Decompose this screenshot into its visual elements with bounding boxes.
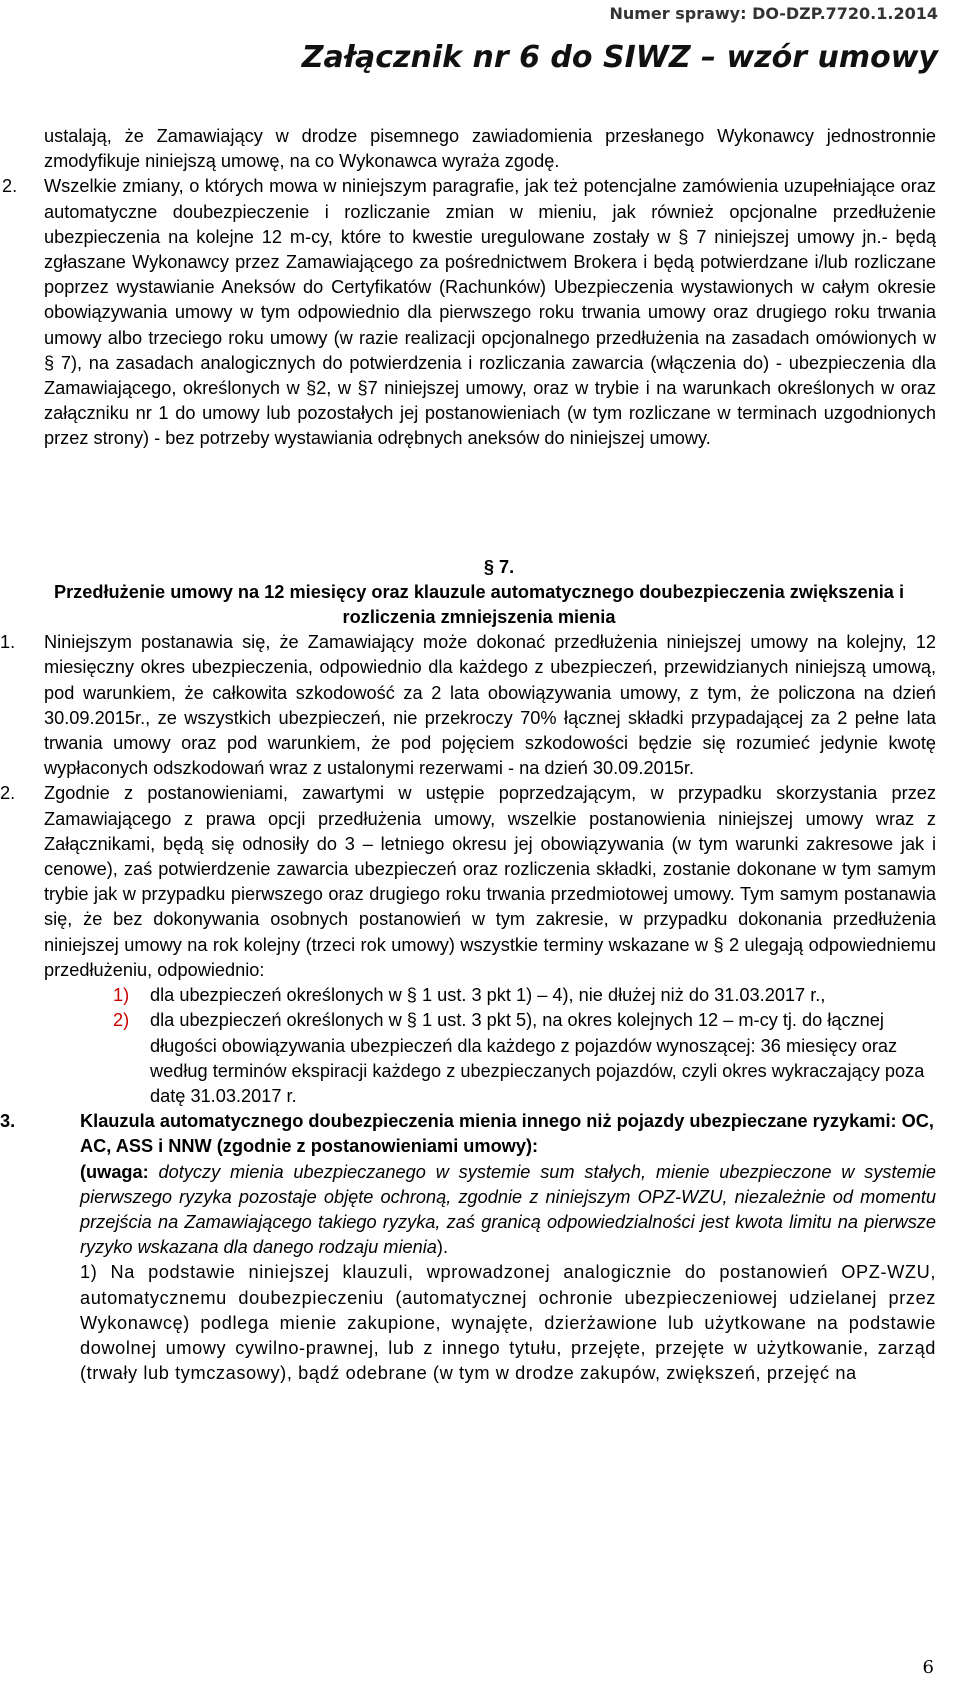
section-spacer [0, 452, 960, 555]
item-1-text: Niniejszym postanawia się, że Zamawiający może dokonać przedłużenia niniejszej umowy na kolejny, 12 miesięczny okres ubezpieczenia, odpowiednio dla każdego z ubezpieczeń, przewidzianych niniejszą umową, pod warunkiem, że całkowita szkodowość za 2 lata obowiązywania umowy, z tym, że policzona na dzień 30.09.2015r., ze wszystkich ubezpieczeń, nie przekroczy 70% łącznej składki przypadającej za 2 pełne lata trwania umowy oraz pod warunkiem, że pod pojęciem szkodowości będzie się rozumieć jedynie kwotę wypłaconych odszkodowań wraz z ustalonymi rezerwami - na dzień 30.09.2015r. [44, 632, 936, 779]
subitem-2-text: dla ubezpieczeń określonych w § 1 ust. 3 pkt 5), na okres kolejnych 12 – m-cy tj. do łącznej długości obowiązywania ubezpieczeń dla każdego z pojazdów wynoszącej: 36 miesięcy oraz według terminów ekspiracji każdego z ubezpieczanych pojazdów, czyli okres wykraczający poza datę 31.03.2017 r. [150, 1010, 925, 1106]
item-3-number: 3. [0, 1111, 16, 1132]
item-2 [0, 781, 936, 983]
item-3-note-text: dotyczy mienia ubezpieczanego w systemie sum stałych, mienie ubezpieczone w systemie pierwszego ryzyka pozostaje objęte ochroną, zgodnie z niniejszym OPZ-WZU, niezależnie od momentu przejścia na Zamawiającego takiego ryzyka, zaś granicą odpowiedzialności jest kwota limitu na pierwsze ryzyko wskazana dla danego rodzaju mienia [80, 1161, 936, 1258]
section-number: § 7. [483, 556, 515, 577]
intro-item-2 [2, 174, 936, 451]
item-3-note [80, 1160, 936, 1261]
item-2-subitem-2 [113, 1008, 936, 1109]
item-3-note-close: ). [436, 1237, 449, 1258]
item-1 [0, 630, 936, 781]
intro-item-2-number: 2. [2, 176, 18, 197]
page-number: 6 [922, 1657, 934, 1678]
subitem-1-text: dla ubezpieczeń określonych w § 1 ust. 3 pkt 1) – 4), nie dłużej niż do 31.03.2017 r., [150, 985, 826, 1006]
item-3 [0, 1109, 936, 1386]
attachment-title: Załącznik nr 6 do SIWZ – wzór umowy [301, 40, 938, 75]
intro-continuation: ustalają, że Zamawiający w drodze pisemnego zawiadomienia przesłanego Wykonawcy jednostronnie zmodyfikuje niniejszą umowę, na co Wykonawca wyraża zgodę. [44, 126, 936, 172]
document-body [0, 124, 960, 1386]
item-3-note-open: (uwaga: [80, 1161, 149, 1182]
case-number: Numer sprawy: DO-DZP.7720.1.2014 [609, 4, 938, 23]
item-2-number: 2. [0, 783, 16, 804]
subitem-2-number: 2) [113, 1010, 130, 1031]
section-heading [22, 555, 936, 631]
item-2-subitem-1 [113, 983, 936, 1008]
item-3-heading: Klauzula automatycznego doubezpieczenia mienia innego niż pojazdy ubezpieczane ryzykami: OC, AC, ASS i NNW (zgodnie z postanowieniami umowy): [80, 1111, 934, 1157]
item-1-number: 1. [0, 632, 16, 653]
subitem-1-number: 1) [113, 985, 130, 1006]
item-2-text: Zgodnie z postanowieniami, zawartymi w ustępie poprzedzającym, w przypadku skorzystania przez Zamawiającego z prawa opcji przedłużenia umowy, wszelkie postanowienia niniejszej umowy wraz z Załącznikami, będą się odnosiły do 3 – letniego okresu jej obowiązywania (w tym warunki zakresowe jak i cenowe), zaś potwierdzenie zawarcia ubezpieczeń oraz rozliczenia składki, zostanie dokonane w tym samym trybie jak w przypadku pierwszego oraz drugiego roku trwania przedmiotowej umowy. Tym samym postanawia się, że bez dokonywania osobnych postanowień w tym zakresie, w przypadku dokonania przedłużenia niniejszej umowy na rok kolejny (trzeci rok umowy) wszystkie terminy wskazane w § 2 ulegają odpowiedniemu przedłużeniu, odpowiednio: [44, 783, 936, 980]
item-3-point-1: 1) Na podstawie niniejszej klauzuli, wprowadzonej analogicznie do postanowień OPZ-WZU, automatycznemu doubezpieczeniu (automatycznej ochronie ubezpieczeniowej udzielanej przez Wykonawcę) podlega mienie zakupione, wynajęte, dzierżawione lub użytkowane na podstawie dowolnej umowy cywilno-prawnej, lub z innego tytułu, przejęte, przejęte w użytkowanie, zarząd (trwały lub tymczasowy), bądź odebrane (w tym w drodze zakupów, zwiększeń, przejęć na [80, 1262, 936, 1384]
section-title: Przedłużenie umowy na 12 miesięcy oraz klauzule automatycznego doubezpieczenia zwiększenia i rozliczenia zmniejszenia mienia [53, 581, 905, 628]
intro-item-2-text: Wszelkie zmiany, o których mowa w niniejszym paragrafie, jak też potencjalne zamówienia uzupełniające oraz automatyczne doubezpieczenie i rozliczanie zmian w mieniu, jak również opcjonalne przedłużenie ubezpieczenia na kolejne 12 m-cy, które to kwestie uregulowane zostały w § 7 niniejszej umowy jn.- będą zgłaszane Wykonawcy przez Zamawiającego za pośrednictwem Brokera i będą potwierdzane i/lub rozliczane poprzez wystawianie Aneksów do Certyfikatów (Rachunków) Ubezpieczenia wystawionych w całym okresie obowiązywania umowy w tym odpowiednio dla pierwszego roku trwania umowy oraz drugiego roku trwania umowy albo trzeciego roku umowy (w razie realizacji opcjonalnego przedłużenia na zasadach omówionych w § 7), na zasadach analogicznych do potwierdzenia i rozliczania zawarcia (włączenia do) - ubezpieczenia dla Zamawiającego, określonych w §2, w §7 niniejszej umowy, oraz w trybie i na warunkach określonych w oraz załączniku nr 1 do umowy lub pozostałych jej postanowieniach (w tym rozliczane w terminach uzgodnionych przez strony) - bez potrzeby wystawiania odrębnych aneksów do niniejszej umowy. [44, 176, 936, 449]
